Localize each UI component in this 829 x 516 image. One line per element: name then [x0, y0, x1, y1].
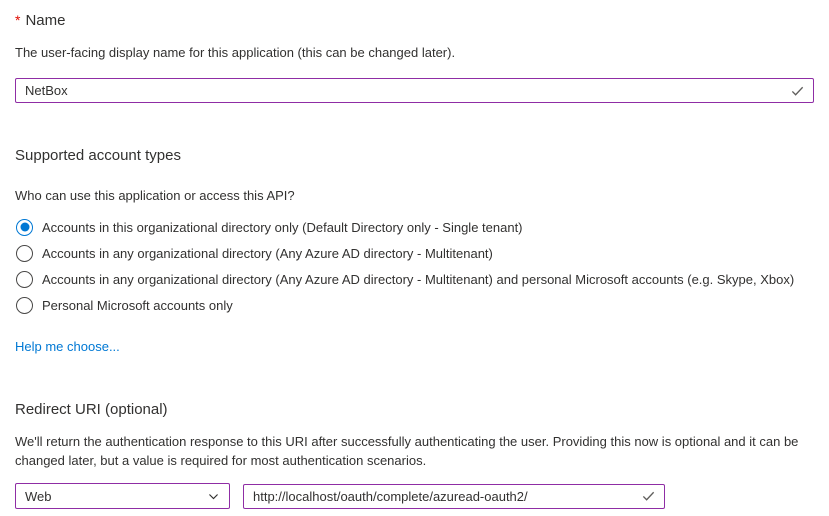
redirect-uri-input-wrap — [243, 484, 665, 509]
name-section-title — [15, 11, 814, 30]
account-types-title: Supported account types — [15, 147, 181, 164]
radio-option-multitenant-personal[interactable] — [15, 266, 814, 292]
radio-option-personal-only[interactable] — [15, 292, 814, 318]
name-input-wrap — [15, 78, 814, 103]
account-types-question: Who can use this application or access this API? — [15, 188, 295, 203]
name-section-title-text: Name — [25, 12, 66, 29]
redirect-uri-row — [15, 483, 814, 509]
radio-option-multitenant[interactable] — [15, 240, 814, 266]
redirect-uri-title: Redirect URI (optional) — [15, 401, 168, 418]
name-input[interactable] — [15, 78, 814, 103]
radio-option-label: Personal Microsoft accounts only — [42, 297, 233, 313]
radio-icon — [16, 271, 33, 288]
radio-option-label: Accounts in any organizational directory (Any Azure AD directory - Multitenant) — [42, 245, 493, 261]
radio-icon — [16, 219, 33, 236]
required-marker: * — [15, 12, 21, 28]
platform-select-value: Web — [25, 488, 52, 504]
radio-option-label: Accounts in this organizational directory only (Default Directory only - Single tenant) — [42, 219, 523, 235]
redirect-uri-description: We'll return the authentication response to this URI after successfully authenticating the user. Providing this now is optional and it can be changed later, but a value is required for most authentication scenarios. — [15, 434, 799, 468]
chevron-down-icon — [207, 490, 220, 503]
radio-icon — [16, 245, 33, 262]
redirect-uri-input[interactable] — [243, 484, 665, 509]
platform-select[interactable] — [15, 483, 230, 509]
account-types-radio-group — [15, 214, 814, 318]
radio-option-single-tenant[interactable] — [15, 214, 814, 240]
name-description: The user-facing display name for this application (this can be changed later). — [15, 45, 456, 60]
radio-option-label: Accounts in any organizational directory (Any Azure AD directory - Multitenant) and personal Microsoft accounts (e.g. Skype, Xbox) — [42, 271, 795, 287]
help-me-choose-link[interactable]: Help me choose... — [15, 339, 120, 354]
radio-icon — [16, 297, 33, 314]
